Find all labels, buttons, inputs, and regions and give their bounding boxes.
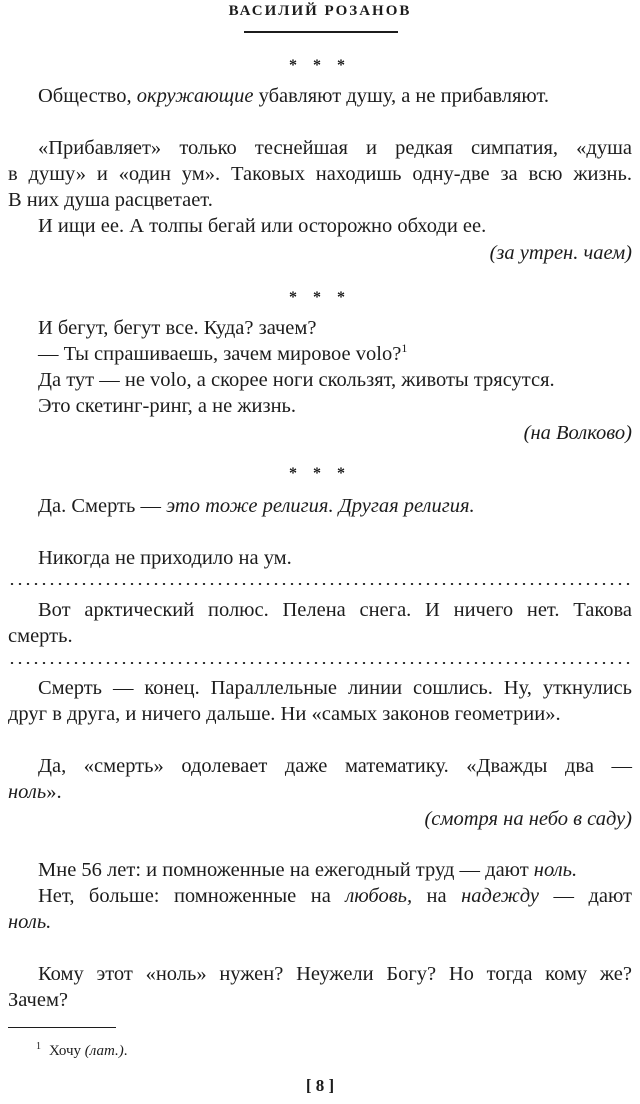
place-note: (на Волково) bbox=[523, 422, 632, 444]
paragraph-line: Никогда не приходило на ум. bbox=[38, 547, 292, 569]
paragraph-line: ноль. bbox=[8, 911, 52, 933]
page-number: [ 8 ] bbox=[305, 1076, 335, 1095]
paragraph-line: Мне 56 лет: и помноженные на ежегодный труд — дают ноль. bbox=[38, 859, 578, 881]
paragraph-line: Зачем? bbox=[8, 989, 69, 1011]
section-separator: * * * bbox=[289, 57, 351, 74]
paragraph-line: Кому этот «ноль» нужен? Неужели Богу? Но тогда кому же? bbox=[38, 963, 632, 985]
header-rule bbox=[244, 31, 398, 33]
paragraph-line: Да. Смерть — это тоже религия. Другая религия. bbox=[38, 495, 475, 517]
paragraph-line: в душу» и «один ум». Таковых находишь одну-две за всю жизнь. bbox=[8, 163, 632, 185]
paragraph-line: — Ты спрашиваешь, зачем мировое volo?$^1$ bbox=[38, 341, 408, 365]
paragraph-line: Вот арктический полюс. Пелена снега. И ничего нет. Такова bbox=[38, 599, 632, 621]
paragraph-line: Это скетинг-ринг, а не жизнь. bbox=[38, 395, 297, 417]
footnote: $^1$ Хочу (лат.). bbox=[36, 1041, 128, 1059]
place-note: (смотря на небо в саду) bbox=[424, 808, 632, 830]
paragraph-line: «Прибавляет» только теснейшая и редкая симпатия, «душа bbox=[38, 137, 632, 159]
section-separator: * * * bbox=[289, 289, 351, 306]
paragraph-line: И ищи ее. А толпы бегай или осторожно обходи ее. bbox=[38, 215, 487, 237]
paragraph-line: друг в друга, и ничего дальше. Ни «самых законов геометрии». bbox=[8, 703, 561, 725]
paragraph-line: В них душа расцветает. bbox=[8, 189, 213, 211]
paragraph-line: Смерть — конец. Параллельные линии сошлись. Ну, уткнулись bbox=[38, 677, 632, 699]
running-header: ВАСИЛИЙ РОЗАНОВ bbox=[228, 3, 412, 19]
paragraph-line: Нет, больше: помноженные на любовь, на надежду — дают bbox=[38, 885, 632, 907]
paragraph-line: ноль». bbox=[8, 781, 62, 803]
paragraph-line: И бегут, бегут все. Куда? зачем? bbox=[38, 317, 317, 339]
paragraph-line: Общество, окружающие убавляют душу, а не прибавляют. bbox=[38, 85, 550, 107]
paragraph-line: смерть. bbox=[8, 625, 73, 647]
footnote-rule bbox=[8, 1027, 116, 1028]
paragraph-line: Да тут — не volo, а скорее ноги скользят, животы трясутся. bbox=[38, 369, 555, 391]
dotted-divider bbox=[8, 583, 632, 585]
footnote-marker: 1 bbox=[401, 341, 408, 356]
paragraph-line: Да, «смерть» одолевает даже математику. «Дважды два — bbox=[38, 755, 632, 777]
dotted-divider bbox=[8, 662, 632, 664]
section-separator: * * * bbox=[289, 465, 351, 482]
place-note: (за утрен. чаем) bbox=[489, 242, 632, 264]
